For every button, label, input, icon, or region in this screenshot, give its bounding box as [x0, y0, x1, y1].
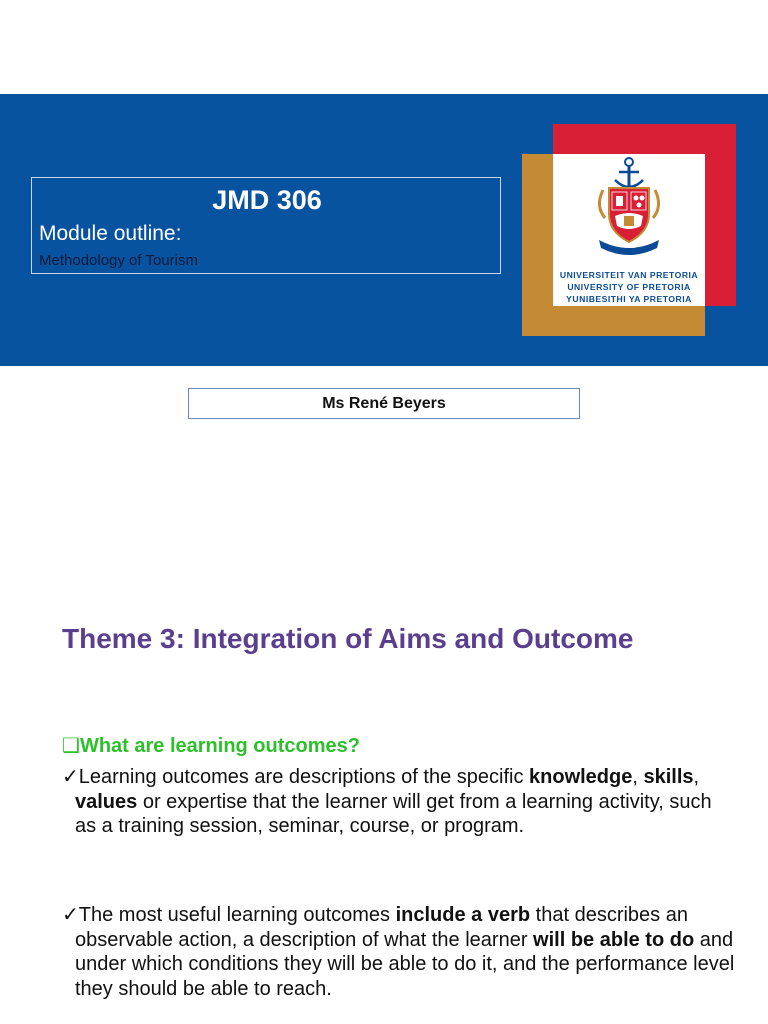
- paragraph1-text-3: ,: [693, 766, 700, 788]
- module-subtitle: Methodology of Tourism: [39, 252, 198, 269]
- paragraph1-text-4: or expertise that the learner will get from a learning activity, such as a training session, seminar, course, or program.: [75, 790, 712, 837]
- module-outline-label: Module outline:: [39, 222, 182, 245]
- course-code: JMD 306: [212, 185, 322, 215]
- paragraph1-text-2: ,: [632, 766, 644, 788]
- paragraph-learning-outcomes: [62, 765, 735, 839]
- question-text: What are learning outcomes?: [79, 735, 360, 757]
- logo-line-english: UNIVERSITY OF PRETORIA: [567, 282, 691, 292]
- crest-icon: [593, 156, 665, 260]
- logo-line-afrikaans: UNIVERSITEIT VAN PRETORIA: [559, 270, 699, 280]
- checkmark-bullet-icon: ✓: [62, 766, 79, 788]
- paragraph2-bold-verb: include a verb: [395, 904, 531, 926]
- logo-line-sepedi: YUNIBESITHI YA PRETORIA: [566, 294, 692, 304]
- paragraph2-text-2: that describes an observable action, a description of what the learner: [75, 904, 688, 951]
- university-logo: [522, 124, 736, 336]
- paragraph2-text-1: The most useful learning outcomes: [78, 904, 396, 926]
- paragraph2-bold-able: will be able to do: [533, 928, 695, 951]
- paragraph1-bold-values: values: [75, 790, 138, 813]
- theme-heading: Theme 3: Integration of Aims and Outcome: [62, 623, 634, 654]
- checkbox-bullet-icon: ❑: [62, 735, 80, 757]
- paragraph1-text-1: Learning outcomes are descriptions of the specific: [78, 766, 530, 788]
- paragraph1-bold-skills: skills: [643, 766, 694, 788]
- paragraph-useful-outcomes: [62, 903, 735, 1001]
- question-heading: [62, 733, 360, 758]
- lecturer-name: Ms René Beyers: [188, 388, 580, 419]
- paragraph1-bold-knowledge: knowledge: [529, 766, 633, 788]
- checkmark-bullet-icon: ✓: [62, 904, 79, 926]
- paragraph2-text-3: and under which conditions they will be able to do it, and the performance level they should be able to reach.: [75, 928, 735, 1000]
- title-box: [31, 177, 501, 274]
